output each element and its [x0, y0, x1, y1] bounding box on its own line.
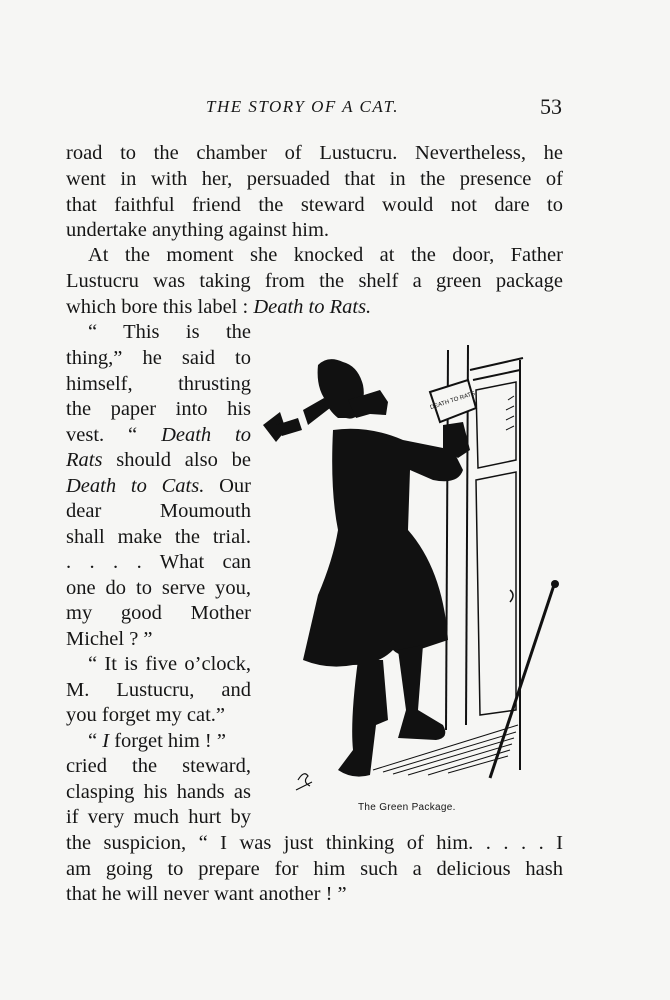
text-line — [66, 447, 251, 473]
text-line: “ This is the — [88, 321, 251, 343]
artist-monogram — [296, 774, 312, 790]
text-line: you forget my cat.” — [66, 704, 226, 726]
text-line: undertake anything against him. — [66, 219, 330, 241]
text-span: which bore this label : — [66, 296, 249, 318]
floor-shadow — [373, 725, 518, 775]
text-line: that he will never want another ! ” — [66, 883, 347, 905]
package-label: DEATH TO RATS — [429, 390, 476, 412]
text-span: “ — [88, 730, 98, 752]
text-line — [66, 422, 251, 448]
package-icon — [429, 380, 476, 422]
text-line: . . . . What can — [66, 551, 251, 573]
running-title: THE STORY OF A CAT. — [206, 97, 400, 116]
text-line: “ It is five o’clock, — [88, 653, 251, 675]
text-line: one do to serve you, — [66, 577, 251, 599]
illustration-caption: The Green Package. — [358, 802, 456, 813]
cane — [490, 580, 559, 778]
italic-span: I — [102, 730, 110, 752]
italic-span: Death to — [161, 424, 252, 446]
text-line: thing,” he said to — [66, 347, 251, 369]
page-number: 53 — [540, 94, 562, 119]
text-line: dear Moumouth — [66, 500, 251, 522]
text-line: M. Lustucru, and — [66, 679, 251, 701]
italic-span: Rats — [66, 449, 103, 471]
label-text: Death to Rats. — [253, 296, 372, 318]
text-line: At the moment she knocked at the door, Father — [88, 244, 563, 266]
italic-span: Death to Cats. — [66, 475, 205, 497]
text-line: himself, thrusting — [66, 373, 251, 395]
text-span: vest. “ — [66, 424, 138, 446]
text-line — [66, 473, 251, 499]
text-line: clasping his hands as — [66, 781, 251, 803]
silhouette-illustration — [258, 330, 568, 805]
text-line: if very much hurt by — [66, 806, 251, 828]
text-span: should also be — [116, 449, 252, 471]
text-line: the suspicion, “ I was just thinking of him. . . . . I — [66, 832, 563, 854]
text-span: forget him ! ” — [114, 730, 226, 752]
text-line: the paper into his — [66, 398, 251, 420]
text-line: am going to prepare for him such a delicious hash — [66, 858, 563, 880]
running-header — [66, 94, 564, 125]
text-line: went in with her, persuaded that in the presence of — [66, 168, 563, 190]
text-line: shall make the trial. — [66, 526, 251, 548]
text-line: Lustucru was taking from the shelf a green package — [66, 270, 563, 292]
text-line: that faithful friend the steward would not dare to — [66, 194, 563, 216]
text-span: Our — [219, 475, 251, 497]
text-line: cried the steward, — [66, 755, 251, 777]
text-line — [66, 294, 563, 320]
text-line: road to the chamber of Lustucru. Nevertheless, he — [66, 142, 563, 164]
text-line: my good Mother — [66, 602, 251, 624]
text-line: Michel ? ” — [66, 628, 153, 650]
text-line — [66, 728, 251, 754]
